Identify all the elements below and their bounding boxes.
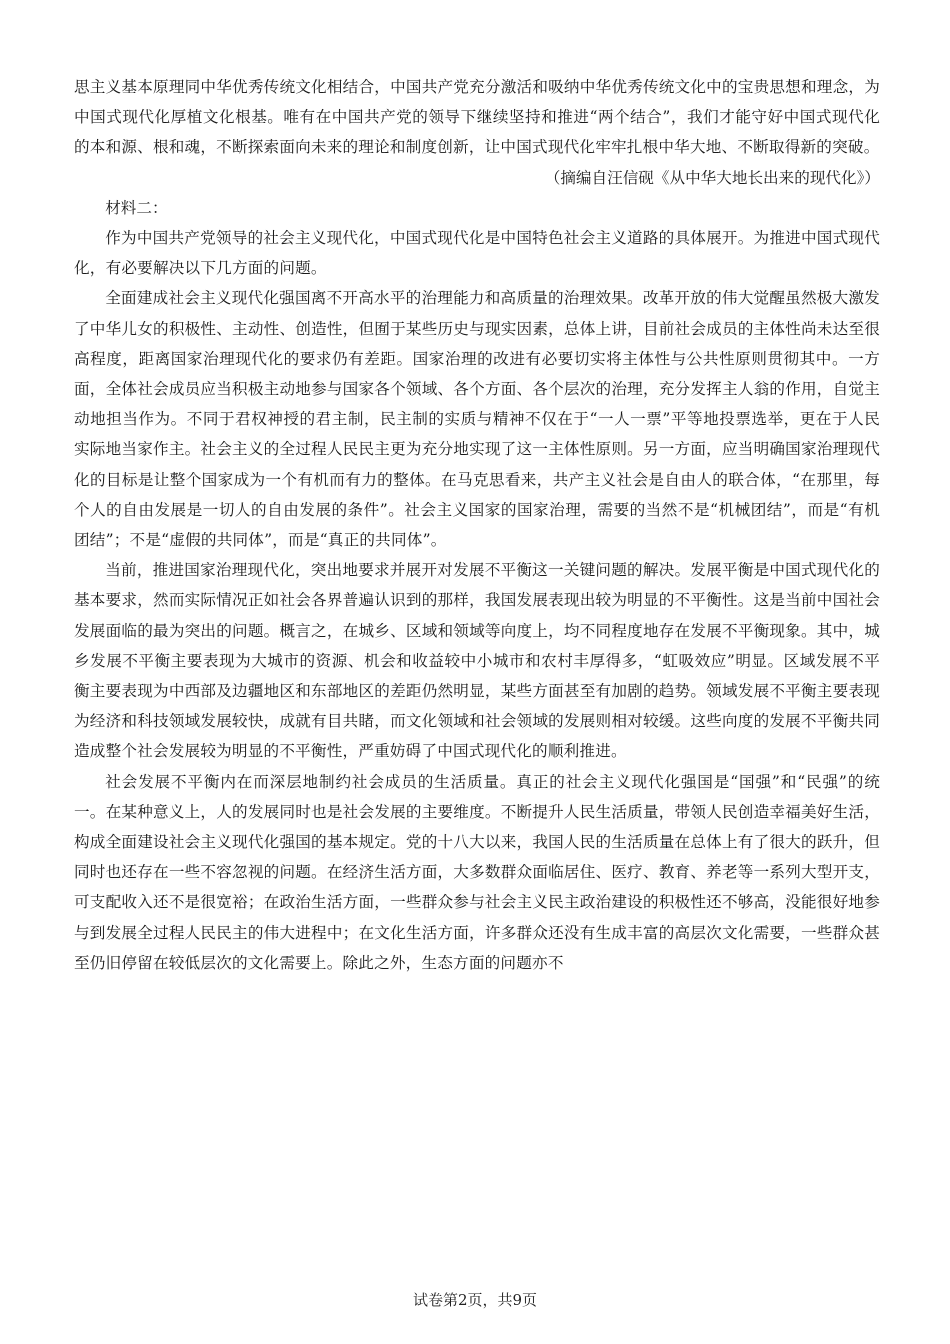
- material-two-paragraph-3: 当前，推进国家治理现代化，突出地要求并展开对发展不平衡这一关键问题的解决。发展平衡是中国式现代化的基本要求，然而实际情况正如社会各界普遍认识到的那样，我国发展表现出较为明显的不平衡性。这是当前中国社会发展面临的最为突出的问题。概言之，在城乡、区域和领域等向度上，均不同程度地存在发展不平衡现象。其中，城乡发展不平衡主要表现为大城市的资源、机会和收益较中小城市和农村丰厚得多，“虹吸效应”明显。区域发展不平衡主要表现为中西部及边疆地区和东部地区的差距仍然明显，某些方面甚至有加剧的趋势。领域发展不平衡主要表现为经济和科技领域发展较快，成就有目共睹，而文化领域和社会领域的发展则相对较缓。这些向度的发展不平衡共同造成整个社会发展较为明显的不平衡性，严重妨碍了中国式现代化的顺利推进。: [74, 561, 880, 761]
- material-two-paragraph-1: 作为中国共产党领导的社会主义现代化，中国式现代化是中国特色社会主义道路的具体展开。为推进中国式现代化，有必要解决以下几方面的问题。: [74, 229, 880, 278]
- material-one-source: （摘编自汪信砚《从中华大地长出来的现代化》）: [544, 168, 880, 187]
- page-footer: 试卷第2页，共9页: [412, 1291, 538, 1309]
- material-one-continuation: 思主义基本原理同中华优秀传统文化相结合，中国共产党充分激活和吸纳中华优秀传统文化中的宝贵思想和理念，为中国式现代化厚植文化根基。唯有在中国共产党的领导下继续坚持和推进“两个结合”，我们才能守好中国式现代化的本和源、根和魂，不断探索面向未来的理论和制度创新，让中国式现代化牢牢扎根中华大地、不断取得新的突破。: [74, 78, 880, 157]
- document-body: [74, 72, 880, 978]
- material-two-title: 材料二：: [105, 198, 168, 217]
- material-two-paragraph-4: 社会发展不平衡内在而深层地制约社会成员的生活质量。真正的社会主义现代化强国是“国强”和“民强”的统一。在某种意义上，人的发展同时也是社会发展的主要维度。不断提升人民生活质量，带领人民创造幸福美好生活，构成全面建设社会主义现代化强国的基本规定。党的十八大以来，我国人民的生活质量在总体上有了很大的跃升，但同时也还存在一些不容忽视的问题。在经济生活方面，大多数群众面临居住、医疗、教育、养老等一系列大型开支，可支配收入还不是很宽裕；在政治生活方面，一些群众参与社会主义民主政治建设的积极性还不够高，没能很好地参与到发展全过程人民民主的伟大进程中；在文化生活方面，许多群众还没有生成丰富的高层次文化需要，一些群众甚至仍旧停留在较低层次的文化需要上。除此之外，生态方面的问题亦不: [74, 772, 880, 972]
- material-two-paragraph-2: 全面建成社会主义现代化强国离不开高水平的治理能力和高质量的治理效果。改革开放的伟大觉醒虽然极大激发了中华儿女的积极性、主动性、创造性，但囿于某些历史与现实因素，总体上讲，目前社会成员的主体性尚未达至很高程度，距离国家治理现代化的要求仍有差距。国家治理的改进有必要切实将主体性与公共性原则贯彻其中。一方面，全体社会成员应当积极主动地参与国家各个领域、各个方面、各个层次的治理，充分发挥主人翁的作用，自觉主动地担当作为。不同于君权神授的君主制，民主制的实质与精神不仅在于“一人一票”平等地投票选举，更在于人民实际地当家作主。社会主义的全过程人民民主更为充分地实现了这一主体性原则。另一方面，应当明确国家治理现代化的目标是让整个国家成为一个有机而有力的整体。在马克思看来，共产主义社会是自由人的联合体，“在那里，每个人的自由发展是一切人的自由发展的条件”。社会主义国家的国家治理，需要的当然不是“机械团结”，而是“有机团结”；不是“虚假的共同体”，而是“真正的共同体”。: [74, 289, 880, 550]
